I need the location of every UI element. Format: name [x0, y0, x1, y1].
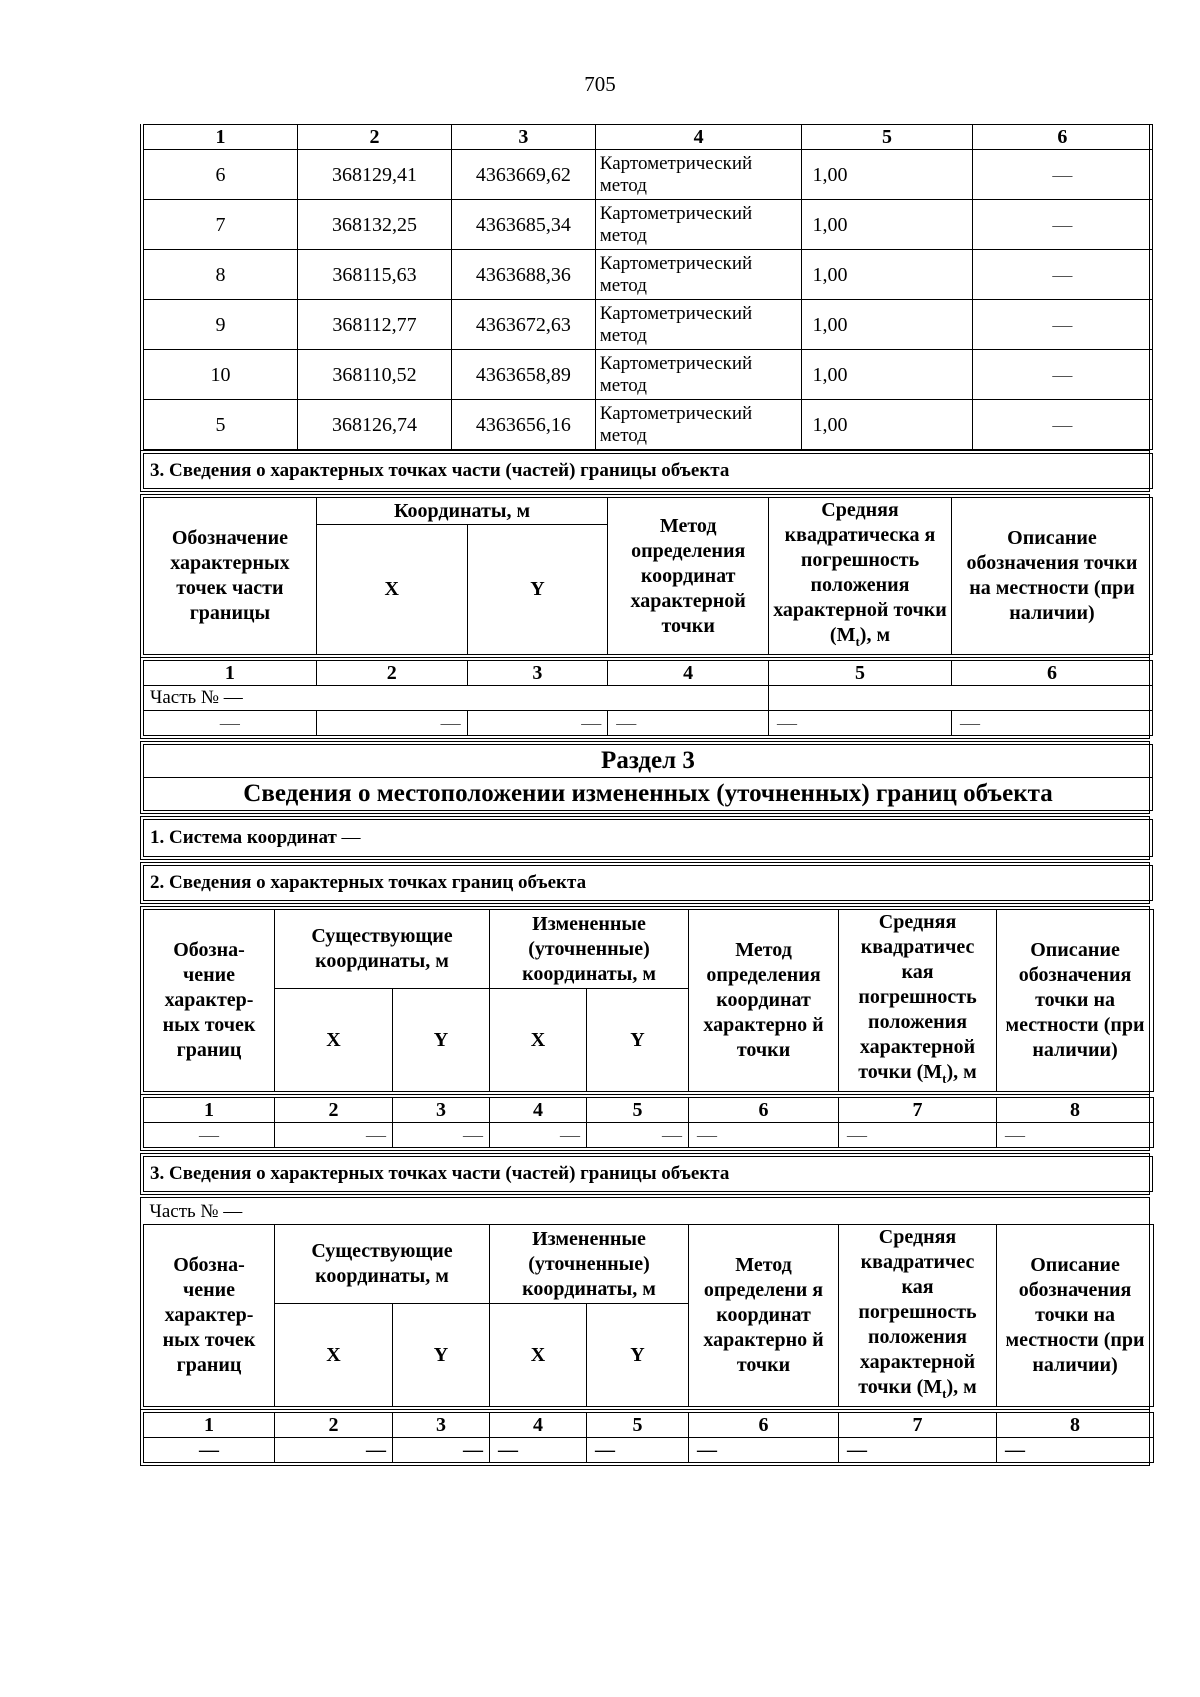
table-row: [144, 350, 1153, 400]
part-label: Часть № —: [144, 686, 769, 711]
empty-value: —: [587, 1438, 689, 1463]
column-number: 2: [316, 661, 467, 686]
column-number: 3: [451, 125, 595, 150]
method: [595, 350, 802, 400]
empty-value: —: [839, 1438, 997, 1463]
section-subtitle: Сведения о местоположении измененных (уточненных) границ объекта: [144, 778, 1153, 811]
column-number: 2: [297, 125, 451, 150]
column-number: 6: [951, 661, 1152, 686]
column-number: 8: [997, 1098, 1154, 1123]
point-number: 6: [144, 150, 298, 200]
y-coordinate: 4363658,89: [451, 350, 595, 400]
part-points-table-1-lower: [140, 658, 1150, 739]
accuracy: 1,00: [802, 250, 972, 300]
empty-value: —: [275, 1123, 393, 1148]
x-coordinate: 368115,63: [297, 250, 451, 300]
column-number: 2: [275, 1413, 393, 1438]
y-coordinate: 4363672,63: [451, 300, 595, 350]
column-number: 7: [839, 1098, 997, 1123]
part-points-section-1: [140, 450, 1150, 492]
y-coordinate: 4363685,34: [451, 200, 595, 250]
part-points-table-2-frame: [140, 1197, 1150, 1410]
page-number: 705: [584, 72, 616, 96]
x-coordinate: 368132,25: [297, 200, 451, 250]
header-accuracy: Средняя квадратичес кая погрешность положения характерной точки $(M_t)$, м: [839, 1225, 997, 1407]
empty-value: —: [393, 1123, 490, 1148]
empty-value: —: [490, 1123, 587, 1148]
header-existing-coordinates: Существующие координаты, м: [275, 910, 490, 989]
description: —: [972, 250, 1152, 300]
column-number: 4: [490, 1413, 587, 1438]
header-y: Y: [467, 525, 608, 655]
header-accuracy: Средняя квадратичес кая погрешность положения характерной точки $(M_t)$, м: [839, 910, 997, 1092]
description: —: [972, 400, 1152, 450]
column-number: 6: [689, 1098, 839, 1123]
description: —: [972, 150, 1152, 200]
point-number: 10: [144, 350, 298, 400]
empty-value: —: [275, 1438, 393, 1463]
x-coordinate: 368110,52: [297, 350, 451, 400]
header-accuracy: Средняя квадратическа я погрешность положения характерной точки $(M_t)$, м: [769, 498, 952, 655]
method-line: метод: [599, 224, 647, 246]
method: [595, 300, 802, 350]
boundary-points-table: [143, 909, 1154, 1092]
method-line: Картометрический: [599, 352, 753, 374]
method-line: метод: [599, 424, 647, 446]
method-line: Картометрический: [599, 152, 753, 174]
column-number: 1: [144, 125, 298, 150]
column-number: 3: [393, 1098, 490, 1123]
empty-value: —: [144, 711, 317, 736]
empty-value: —: [490, 1438, 587, 1463]
header-x: X: [275, 989, 393, 1092]
column-number: 1: [144, 1413, 275, 1438]
column-number: 1: [144, 661, 317, 686]
method-line: метод: [599, 274, 647, 296]
x-coordinate: 368126,74: [297, 400, 451, 450]
header-method: Метод определения координат характерно й точки: [689, 910, 839, 1092]
table-row: [144, 200, 1153, 250]
column-number: 2: [275, 1098, 393, 1123]
points-table-header: [144, 125, 1153, 150]
points-table-frame: [140, 124, 1150, 450]
header-existing-coordinates: Существующие координаты, м: [275, 1225, 490, 1304]
accuracy: 1,00: [802, 350, 972, 400]
header-changed-coordinates: Измененные (уточненные) координаты, м: [490, 1225, 689, 1304]
empty-value: —: [769, 711, 952, 736]
column-number: 5: [802, 125, 972, 150]
method-line: метод: [599, 374, 647, 396]
description: —: [972, 350, 1152, 400]
x-coordinate: 368112,77: [297, 300, 451, 350]
description: —: [972, 300, 1152, 350]
column-number: 1: [144, 1098, 275, 1123]
header-x: X: [490, 1304, 587, 1407]
header-point-designation: Обозна-чение характер-ных точек границ: [144, 910, 275, 1092]
boundary-points-table-lower: [140, 1095, 1150, 1151]
column-number: 5: [769, 661, 952, 686]
method: [595, 200, 802, 250]
section3-title-frame: [140, 741, 1150, 814]
header-method: Метод определени я координат характерно й точки: [689, 1225, 839, 1407]
header-y: Y: [587, 989, 689, 1092]
header-coordinates: Координаты, м: [316, 498, 607, 525]
part-points-table-2: [143, 1200, 1154, 1407]
y-coordinate: 4363688,36: [451, 250, 595, 300]
point-number: 9: [144, 300, 298, 350]
boundary-points-section: [140, 862, 1150, 904]
part-label: Часть № —: [144, 1200, 1154, 1225]
table-row: [144, 150, 1153, 200]
part-points-section-2: [140, 1153, 1150, 1195]
header-y: Y: [393, 1304, 490, 1407]
section-heading: 3. Сведения о характерных точках части (частей) границы объекта: [144, 1157, 1153, 1192]
coord-system-value: —: [341, 827, 361, 848]
method-line: Картометрический: [599, 302, 753, 324]
method: [595, 400, 802, 450]
empty-value: —: [689, 1123, 839, 1148]
method-line: Картометрический: [599, 202, 753, 224]
accuracy: 1,00: [802, 200, 972, 250]
empty-value: —: [587, 1123, 689, 1148]
table-row: [144, 250, 1153, 300]
column-number: 6: [972, 125, 1152, 150]
header-description: Описание обозначения точки на местности (при наличии): [997, 1225, 1154, 1407]
section-heading: 3. Сведения о характерных точках части (частей) границы объекта: [144, 454, 1153, 489]
column-number: 4: [595, 125, 802, 150]
empty-value: —: [997, 1438, 1154, 1463]
header-point-designation: Обозначение характерных точек части границы: [144, 498, 317, 655]
header-method: Метод определения координат характерной точки: [608, 498, 769, 655]
method-line: Картометрический: [599, 252, 753, 274]
method-line: метод: [599, 324, 647, 346]
column-number: 3: [467, 661, 608, 686]
column-number: 6: [689, 1413, 839, 1438]
column-number: 5: [587, 1098, 689, 1123]
accuracy: 1,00: [802, 300, 972, 350]
empty-value: —: [608, 711, 769, 736]
description: —: [972, 200, 1152, 250]
column-number: 8: [997, 1413, 1154, 1438]
point-number: 8: [144, 250, 298, 300]
point-number: 7: [144, 200, 298, 250]
points-table: [143, 124, 1153, 450]
coord-system-label: 1. Система координат: [150, 827, 337, 848]
boundary-points-table-frame: [140, 906, 1150, 1095]
empty-value: —: [316, 711, 467, 736]
point-number: 5: [144, 400, 298, 450]
column-number: 3: [393, 1413, 490, 1438]
x-coordinate: 368129,41: [297, 150, 451, 200]
header-description: Описание обозначения точки на местности (при наличии): [951, 498, 1152, 655]
accuracy: 1,00: [802, 150, 972, 200]
empty-value: —: [393, 1438, 490, 1463]
header-y: Y: [393, 989, 490, 1092]
empty-value: —: [467, 711, 608, 736]
header-changed-coordinates: Измененные (уточненные) координаты, м: [490, 910, 689, 989]
empty-value: —: [997, 1123, 1154, 1148]
empty-value: —: [689, 1438, 839, 1463]
column-number: 4: [490, 1098, 587, 1123]
part-points-table-2-lower: [140, 1410, 1150, 1466]
empty-value: —: [144, 1123, 275, 1148]
section-title: Раздел 3: [144, 745, 1153, 778]
header-description: Описание обозначения точки на местности (при наличии): [997, 910, 1154, 1092]
part-points-table-1: [143, 497, 1153, 655]
header-x: X: [316, 525, 467, 655]
points-table-body: [144, 150, 1153, 450]
coord-system-frame: [140, 816, 1150, 860]
method-line: Картометрический: [599, 402, 753, 424]
header-x: X: [275, 1304, 393, 1407]
method: [595, 150, 802, 200]
y-coordinate: 4363656,16: [451, 400, 595, 450]
method: [595, 250, 802, 300]
table-row: [144, 400, 1153, 450]
part-points-table-1-frame: [140, 494, 1150, 658]
header-point-designation: Обозна-чение характер-ных точек границ: [144, 1225, 275, 1407]
table-row: [144, 300, 1153, 350]
method-line: метод: [599, 174, 647, 196]
empty-value: —: [839, 1123, 997, 1148]
document-body: [140, 124, 1150, 1466]
header-x: X: [490, 989, 587, 1092]
column-number: 7: [839, 1413, 997, 1438]
column-number: 5: [587, 1413, 689, 1438]
y-coordinate: 4363669,62: [451, 150, 595, 200]
accuracy: 1,00: [802, 400, 972, 450]
column-number: 4: [608, 661, 769, 686]
section-heading: 2. Сведения о характерных точках границ объекта: [144, 866, 1153, 901]
empty-value: —: [951, 711, 1152, 736]
empty-value: —: [144, 1438, 275, 1463]
header-y: Y: [587, 1304, 689, 1407]
